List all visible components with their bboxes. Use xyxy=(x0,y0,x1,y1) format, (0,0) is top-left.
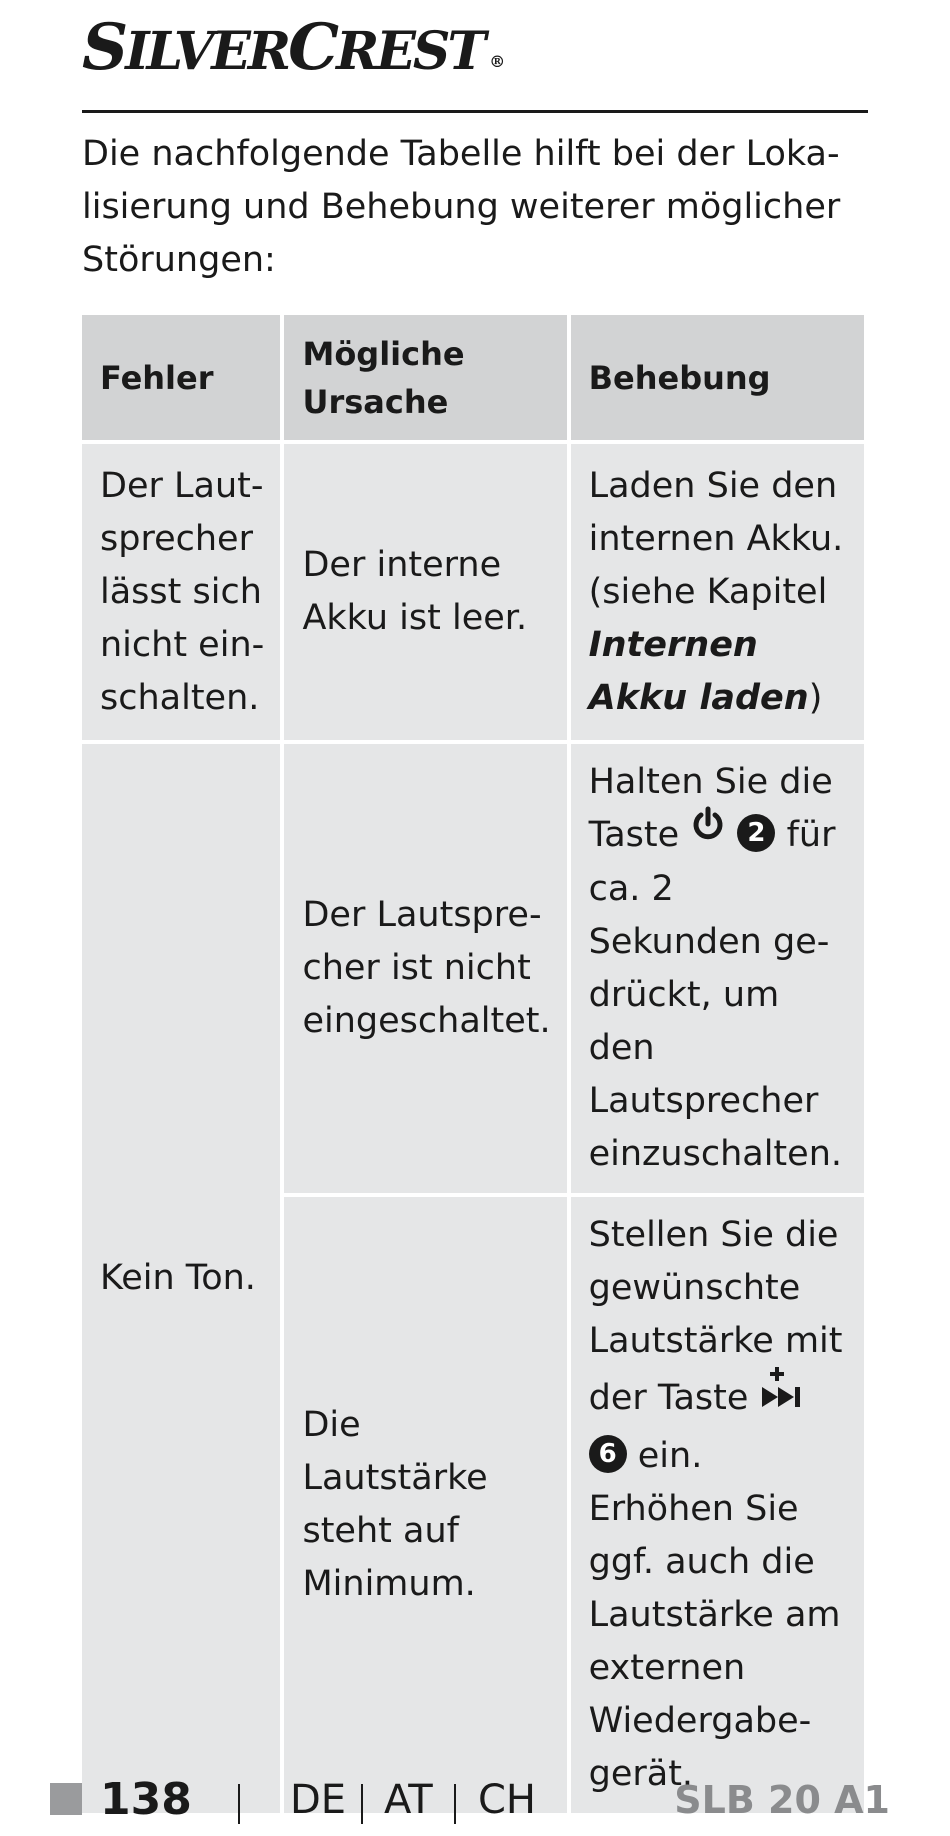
logo-text: C xyxy=(288,10,337,85)
table-header-row xyxy=(82,315,864,440)
button-number-badge: 6 xyxy=(589,1435,627,1473)
country-code: DE xyxy=(290,1777,347,1823)
header-rule xyxy=(82,110,868,113)
footer-separator xyxy=(361,1784,363,1824)
power-icon xyxy=(690,806,726,860)
cell-fehler: Der Lautsprecher lässt sich nicht einschalten. xyxy=(82,444,280,740)
model-number: SLB 20 A1 xyxy=(674,1778,890,1822)
footer-separator xyxy=(454,1784,456,1824)
button-number-badge: 2 xyxy=(737,814,775,852)
header-ursache: Mögliche Ursache xyxy=(284,315,566,440)
table-row xyxy=(82,444,864,740)
behebung-text: Stellen Sie die gewünschte Lautstärke mit der Taste xyxy=(588,1215,843,1418)
cell-ursache: Die Lautstärke steht auf Minimum. xyxy=(284,1197,566,1813)
header-behebung: Behebung xyxy=(571,315,864,440)
troubleshooting-table xyxy=(78,311,868,1817)
behebung-text: ein. Erhöhen Sie ggf. auch die Lautstärke am externen Wiedergabegerät. xyxy=(588,1436,841,1794)
table-row xyxy=(82,744,864,1193)
header-fehler: Fehler xyxy=(82,315,280,440)
behebung-text: Halten Sie die Taste xyxy=(588,762,833,855)
cell-ursache: Der interne Akku ist leer. xyxy=(284,444,566,740)
brand-logo xyxy=(82,8,502,92)
logo-text: REST xyxy=(336,21,484,82)
cell-behebung xyxy=(571,1197,864,1813)
footer-separator xyxy=(238,1784,240,1824)
page-number: 138 xyxy=(100,1774,192,1825)
country-code: CH xyxy=(478,1777,537,1823)
cell-fehler: Kein Ton. xyxy=(82,744,280,1813)
country-code: AT xyxy=(384,1777,433,1823)
intro-paragraph: Die nachfolgende Tabelle hilft bei der Lokalisierung und Behebung weiterer möglicher Störungen: xyxy=(82,134,841,280)
logo-text: ILVER xyxy=(125,21,289,82)
footer-square-marker xyxy=(50,1783,82,1815)
chapter-reference: Internen Akku laden xyxy=(588,624,809,718)
behebung-text: ) xyxy=(808,677,823,718)
page-footer xyxy=(0,1770,950,1830)
cell-behebung xyxy=(571,744,864,1193)
behebung-text: Laden Sie den internen Akku. (siehe Kapitel xyxy=(588,465,844,612)
cell-ursache: Der Lautsprecher ist nicht eingeschaltet. xyxy=(284,744,566,1193)
volume-up-next-icon xyxy=(760,1365,804,1427)
cell-behebung xyxy=(571,444,864,740)
behebung-text: für ca. 2 Sekunden gedrückt, um den Lautsprecher einzuschalten. xyxy=(588,815,843,1174)
logo-text: S xyxy=(82,10,126,85)
registered-mark: ® xyxy=(489,52,503,71)
